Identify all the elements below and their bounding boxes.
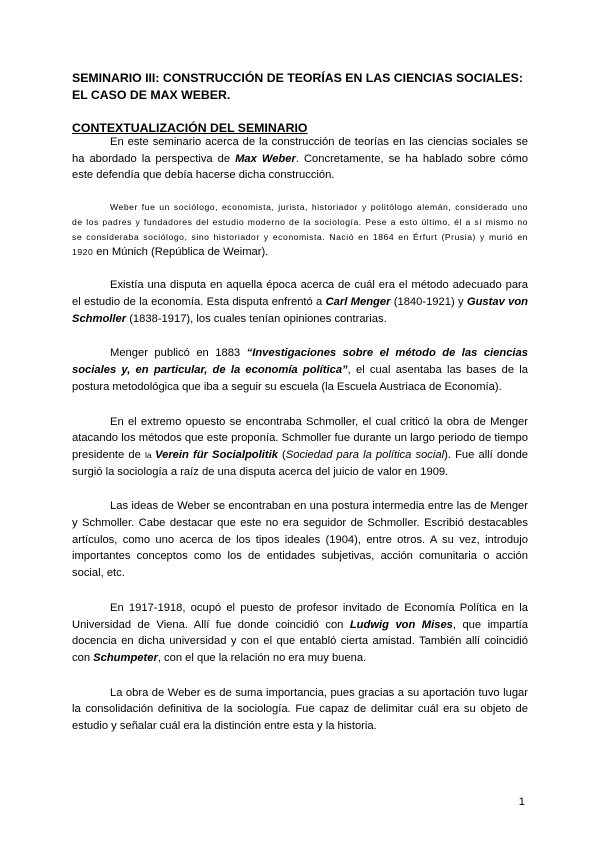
person-name-gustav-von-schmoller: Gustav von Schmoller <box>72 296 529 325</box>
work-title: “Investigaciones sobre el método de las ciencias sociales y, en particular, de la economía política” <box>72 347 528 377</box>
text-run: (1840-1921) y <box>390 296 467 308</box>
paragraph-vienna <box>72 600 528 667</box>
document-body <box>72 134 528 735</box>
text-run: . Concretamente, se ha hablado sobre cómo este defendía que debía hacerse dicha construcción. <box>72 152 528 182</box>
text-run: En 1917-1918, ocupó el puesto de profesor invitado de Economía Política en la Universidad de Viena. Allí fue donde coincidió con <box>72 601 528 631</box>
text-run: , el cual asentaba las bases de la postura metodológica que iba a seguir su escuela (la Escuela Austriaca de Economía). <box>72 364 528 393</box>
text-run: Las ideas de Weber se encontraban en una postura intermedia entre las de Menger y Schmoller. Cabe destacar que este no era seguidor de Schmoller. Escribió destacables artículos, como uno acerca de los tipos ideales (1904), entre otros. A su vez, introdujo importantes conceptos como los de entidades subjetivas, acción comunitaria o acción social, etc. <box>72 500 528 580</box>
text-run: Weber fue un sociólogo, economista, jurista, historiador y politólogo alemán, considerado uno de los padres y fundadores del estudio moderno de la sociología. Pese a esto último, él a sí mismo no se consideraba sociólogo, sino historiador y economista. Nació en 1864 en Érfurt (Prusia) y murió en 1920 <box>72 202 528 257</box>
paragraph-intro <box>72 134 528 184</box>
paragraph-weber-ideas <box>72 498 528 582</box>
text-run: la <box>144 449 156 460</box>
paragraph-biography-note <box>72 200 528 259</box>
text-run: ). Fue allí donde surgió la sociología a raíz de una disputa acerca del juicio de valor en 1909. <box>72 448 529 478</box>
paragraph-conclusion <box>72 685 528 735</box>
text-run: , que impartía docencia en dicha universidad y con el que entabló cierta amistad. También allí coincidió con <box>72 618 528 664</box>
text-run: En el extremo opuesto se encontraba Schmoller, el cual criticó la obra de Menger atacando los métodos que este proponía. Schmoller fue durante un largo periodo de tiempo presidente de <box>72 415 528 461</box>
text-run: , con el que la relación no era muy buena. <box>157 651 367 664</box>
text-run: La obra de Weber es de suma importancia, pues gracias a su aportación tuvo lugar la consolidación definitiva de la sociología. Fue capaz de delimitar cuál era su objeto de estudio y señalar cuál era la distinción entre esta y la historia. <box>72 686 528 733</box>
text-run: Menger publicó en 1883 <box>110 347 247 360</box>
page-number: 1 <box>518 796 525 808</box>
paragraph-dispute <box>72 277 528 327</box>
paragraph-menger <box>72 345 528 395</box>
document-title: SEMINARIO III: CONSTRUCCIÓN DE TEORÍAS EN LAS CIENCIAS SOCIALES: EL CASO DE MAX WEBER. <box>72 71 523 102</box>
person-name-carl-menger: Carl Menger <box>325 296 391 308</box>
text-run: ( <box>277 448 286 461</box>
text-run: en Múnich (República de Weimar). <box>96 245 269 258</box>
organization-translation: Sociedad para la política social <box>285 448 445 461</box>
person-name-schumpeter: Schumpeter <box>93 651 158 664</box>
text-run: Existía una disputa en aquella época acerca de cuál era el método adecuado para el estudio de la economía. Esta disputa enfrentó a <box>72 279 528 308</box>
text-run: En este seminario acerca de la construcción de teorías en las ciencias sociales se ha abordado la perspectiva de <box>72 136 528 165</box>
text-run: (1838-1917), los cuales tenían opiniones contrarias. <box>126 312 387 325</box>
paragraph-schmoller <box>72 414 528 481</box>
section-heading: CONTEXTUALIZACIÓN DEL SEMINARIO <box>72 121 308 135</box>
person-name-ludwig-von-mises: Ludwig von Mises <box>349 618 453 631</box>
person-name-max-weber: Max Weber <box>235 152 296 165</box>
organization-name: Verein für Socialpolitik <box>155 448 278 461</box>
